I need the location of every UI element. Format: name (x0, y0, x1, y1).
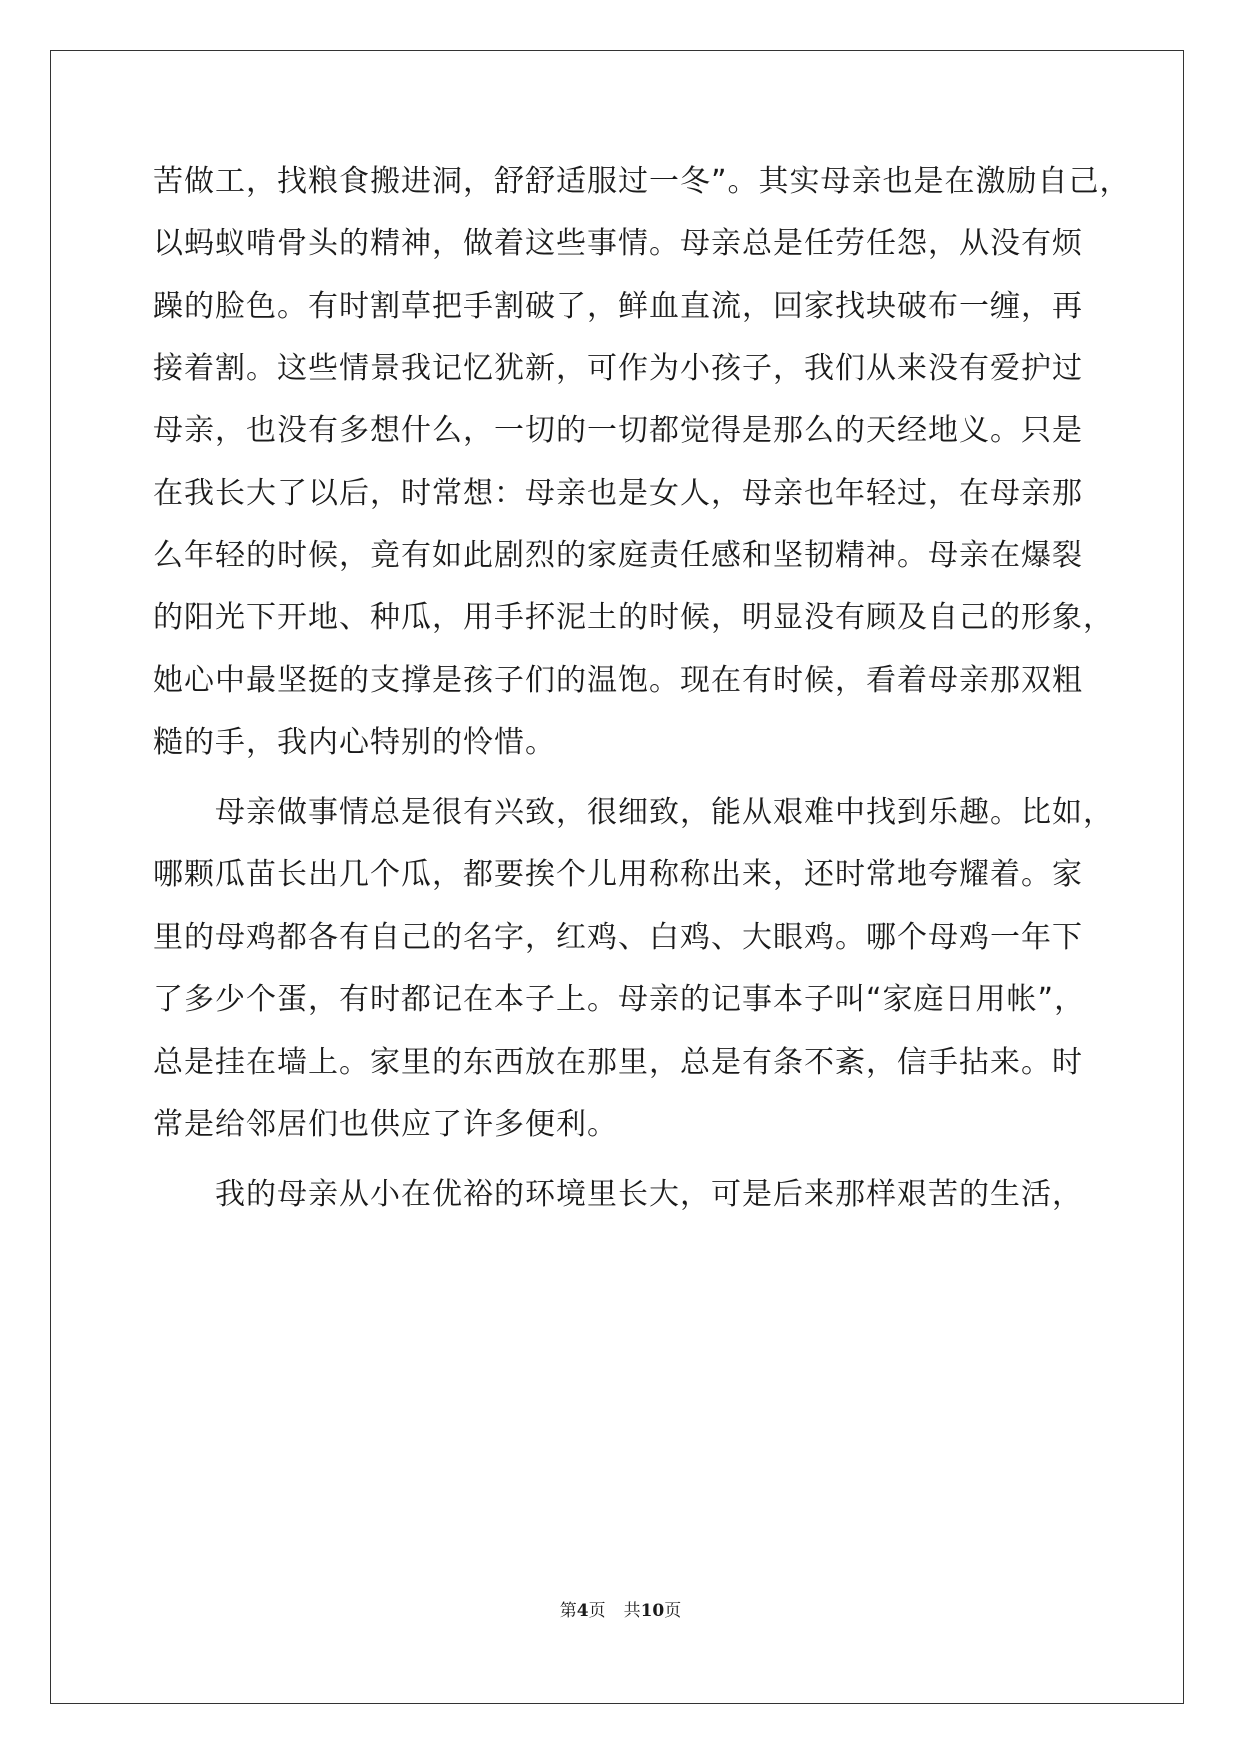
text-line: 母亲，也没有多想什么，一切的一切都觉得是那么的天经地义。只是 (153, 413, 1083, 448)
text-line: 的阳光下开地、种瓜，用手抔泥土的时候，明显没有顾及自己的形象， (153, 600, 1114, 635)
text-line: 里的母鸡都各有自己的名字，红鸡、白鸡、大眼鸡。哪个母鸡一年下 (153, 920, 1083, 955)
text-line: 在我长大了以后，时常想：母亲也是女人，母亲也年轻过，在母亲那 (153, 476, 1083, 511)
page-footer (0, 1596, 1241, 1621)
page-suffix: 页 (588, 1601, 606, 1621)
text-line: 苦做工，找粮食搬进洞，舒舒适服过一冬”。其实母亲也是在激励自己， (153, 164, 1131, 199)
text-line: 我的母亲从小在优裕的环境里长大，可是后来那样艰苦的生活， (153, 1177, 1083, 1212)
text-line: 总是挂在墙上。家里的东西放在那里，总是有条不紊，信手拈来。时 (153, 1045, 1083, 1080)
text-line: 常是给邻居们也供应了许多便利。 (153, 1107, 618, 1142)
text-line: 母亲做事情总是很有兴致，很细致，能从艰难中找到乐趣。比如， (153, 795, 1114, 830)
page-total: 10 (640, 1601, 665, 1621)
text-line: 她心中最坚挺的支撑是孩子们的温饱。现在有时候，看着母亲那双粗 (153, 663, 1083, 698)
total-prefix: 共 (623, 1601, 641, 1621)
text-line: 接着割。这些情景我记忆犹新，可作为小孩子，我们从来没有爱护过 (153, 351, 1083, 386)
page-current: 4 (576, 1601, 589, 1621)
page-prefix: 第 (559, 1601, 577, 1621)
text-line: 以蚂蚁啃骨头的精神，做着这些事情。母亲总是任劳任怨，从没有烦 (153, 226, 1083, 261)
text-line: 么年轻的时候，竟有如此剧烈的家庭责任感和坚韧精神。母亲在爆裂 (153, 538, 1083, 573)
total-suffix: 页 (664, 1601, 682, 1621)
text-line: 糙的手，我内心特别的怜惜。 (153, 725, 556, 760)
text-line: 了多少个蛋，有时都记在本子上。母亲的记事本子叫“家庭日用帐”， (153, 982, 1086, 1017)
text-line: 哪颗瓜苗长出几个瓜，都要挨个儿用称称出来，还时常地夸耀着。家 (153, 857, 1083, 892)
text-line: 躁的脸色。有时割草把手割破了，鲜血直流，回家找块破布一缠，再 (153, 289, 1083, 324)
